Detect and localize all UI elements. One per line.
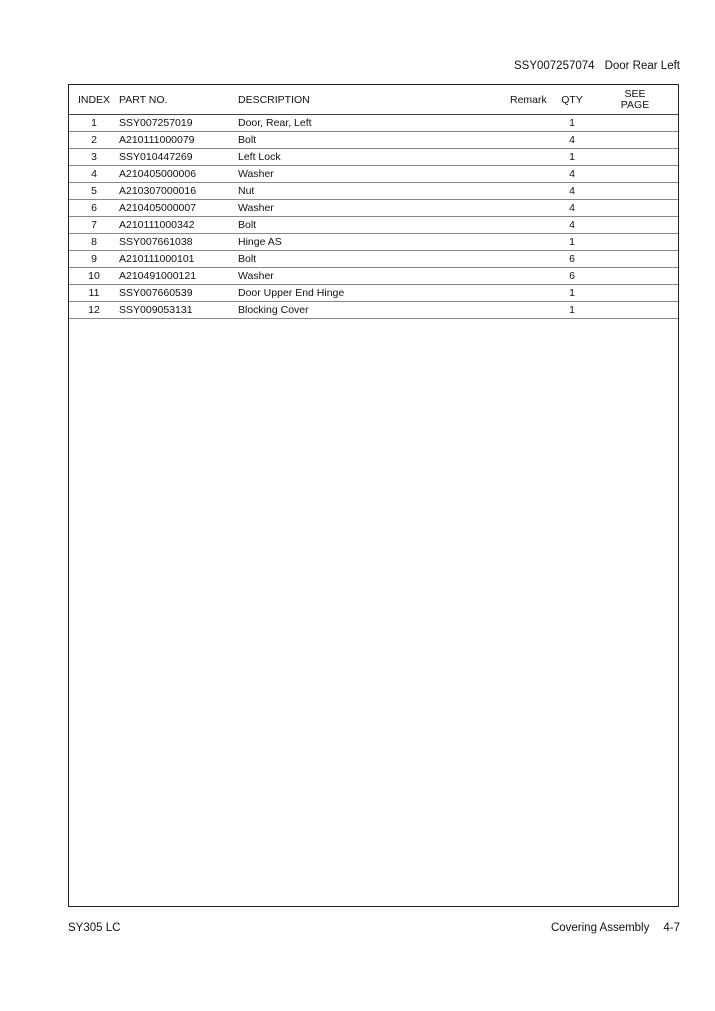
table-header-row [69, 85, 678, 115]
cell-qty: 4 [552, 217, 592, 234]
column-header-remark: Remark [438, 85, 552, 115]
cell-see-page [592, 217, 678, 234]
cell-qty: 4 [552, 200, 592, 217]
cell-index: 4 [69, 166, 119, 183]
cell-see-page [592, 234, 678, 251]
cell-qty: 1 [552, 115, 592, 132]
see-page-line1: SEE [624, 87, 646, 100]
cell-part-no: SSY010447269 [119, 149, 238, 166]
cell-index: 10 [69, 268, 119, 285]
cell-index: 6 [69, 200, 119, 217]
cell-index: 11 [69, 285, 119, 302]
column-header-see-page [592, 85, 678, 115]
cell-remark [438, 115, 552, 132]
column-header-qty: QTY [552, 85, 592, 115]
cell-description: Door Upper End Hinge [238, 285, 438, 302]
cell-part-no: SSY009053131 [119, 302, 238, 319]
cell-description: Bolt [238, 251, 438, 268]
table-row [69, 200, 678, 217]
table-row [69, 268, 678, 285]
cell-qty: 1 [552, 302, 592, 319]
footer-model: SY305 LC [68, 922, 121, 934]
cell-part-no: A210111000342 [119, 217, 238, 234]
cell-description: Bolt [238, 217, 438, 234]
parts-table-body [69, 115, 678, 319]
table-row [69, 217, 678, 234]
see-page-line2: PAGE [620, 98, 650, 111]
cell-part-no: A210111000079 [119, 132, 238, 149]
cell-part-no: A210405000006 [119, 166, 238, 183]
cell-remark [438, 149, 552, 166]
cell-index: 2 [69, 132, 119, 149]
cell-index: 5 [69, 183, 119, 200]
page-footer-right [551, 922, 680, 934]
cell-see-page [592, 200, 678, 217]
header-part-code: SSY007257074 [513, 60, 595, 72]
cell-qty: 4 [552, 166, 592, 183]
cell-part-no: A210111000101 [119, 251, 238, 268]
parts-table [69, 85, 678, 319]
cell-qty: 4 [552, 132, 592, 149]
cell-description: Hinge AS [238, 234, 438, 251]
table-row [69, 251, 678, 268]
cell-part-no: SSY007660539 [119, 285, 238, 302]
column-header-part-no: PART NO. [119, 85, 238, 115]
table-row [69, 166, 678, 183]
cell-part-no: A210307000016 [119, 183, 238, 200]
cell-see-page [592, 183, 678, 200]
cell-description: Washer [238, 268, 438, 285]
table-row [69, 302, 678, 319]
cell-remark [438, 234, 552, 251]
cell-index: 1 [69, 115, 119, 132]
cell-index: 12 [69, 302, 119, 319]
cell-see-page [592, 132, 678, 149]
cell-remark [438, 200, 552, 217]
cell-see-page [592, 115, 678, 132]
cell-part-no: SSY007257019 [119, 115, 238, 132]
table-row [69, 149, 678, 166]
cell-see-page [592, 166, 678, 183]
cell-qty: 1 [552, 149, 592, 166]
cell-remark [438, 217, 552, 234]
cell-remark [438, 302, 552, 319]
cell-part-no: A210491000121 [119, 268, 238, 285]
footer-section: Covering Assembly [550, 922, 650, 934]
cell-remark [438, 132, 552, 149]
cell-description: Blocking Cover [238, 302, 438, 319]
cell-part-no: A210405000007 [119, 200, 238, 217]
table-row [69, 183, 678, 200]
column-header-index: INDEX [69, 85, 119, 115]
cell-qty: 1 [552, 285, 592, 302]
cell-see-page [592, 285, 678, 302]
parts-list-frame [68, 84, 679, 907]
cell-description: Bolt [238, 132, 438, 149]
cell-description: Nut [238, 183, 438, 200]
cell-index: 7 [69, 217, 119, 234]
table-row [69, 234, 678, 251]
table-row [69, 285, 678, 302]
cell-qty: 6 [552, 251, 592, 268]
cell-see-page [592, 268, 678, 285]
cell-remark [438, 251, 552, 268]
cell-description: Washer [238, 166, 438, 183]
cell-qty: 6 [552, 268, 592, 285]
cell-remark [438, 183, 552, 200]
cell-description: Washer [238, 200, 438, 217]
cell-qty: 1 [552, 234, 592, 251]
cell-index: 9 [69, 251, 119, 268]
page-header [514, 60, 680, 72]
cell-description: Door, Rear, Left [238, 115, 438, 132]
cell-index: 8 [69, 234, 119, 251]
header-title: Door Rear Left [604, 60, 680, 72]
cell-see-page [592, 251, 678, 268]
cell-description: Left Lock [238, 149, 438, 166]
cell-remark [438, 268, 552, 285]
cell-remark [438, 285, 552, 302]
column-header-description: DESCRIPTION [238, 85, 438, 115]
table-row [69, 132, 678, 149]
cell-remark [438, 166, 552, 183]
cell-index: 3 [69, 149, 119, 166]
cell-see-page [592, 302, 678, 319]
cell-see-page [592, 149, 678, 166]
table-row [69, 115, 678, 132]
cell-part-no: SSY007661038 [119, 234, 238, 251]
footer-page-number: 4-7 [663, 922, 680, 934]
cell-qty: 4 [552, 183, 592, 200]
